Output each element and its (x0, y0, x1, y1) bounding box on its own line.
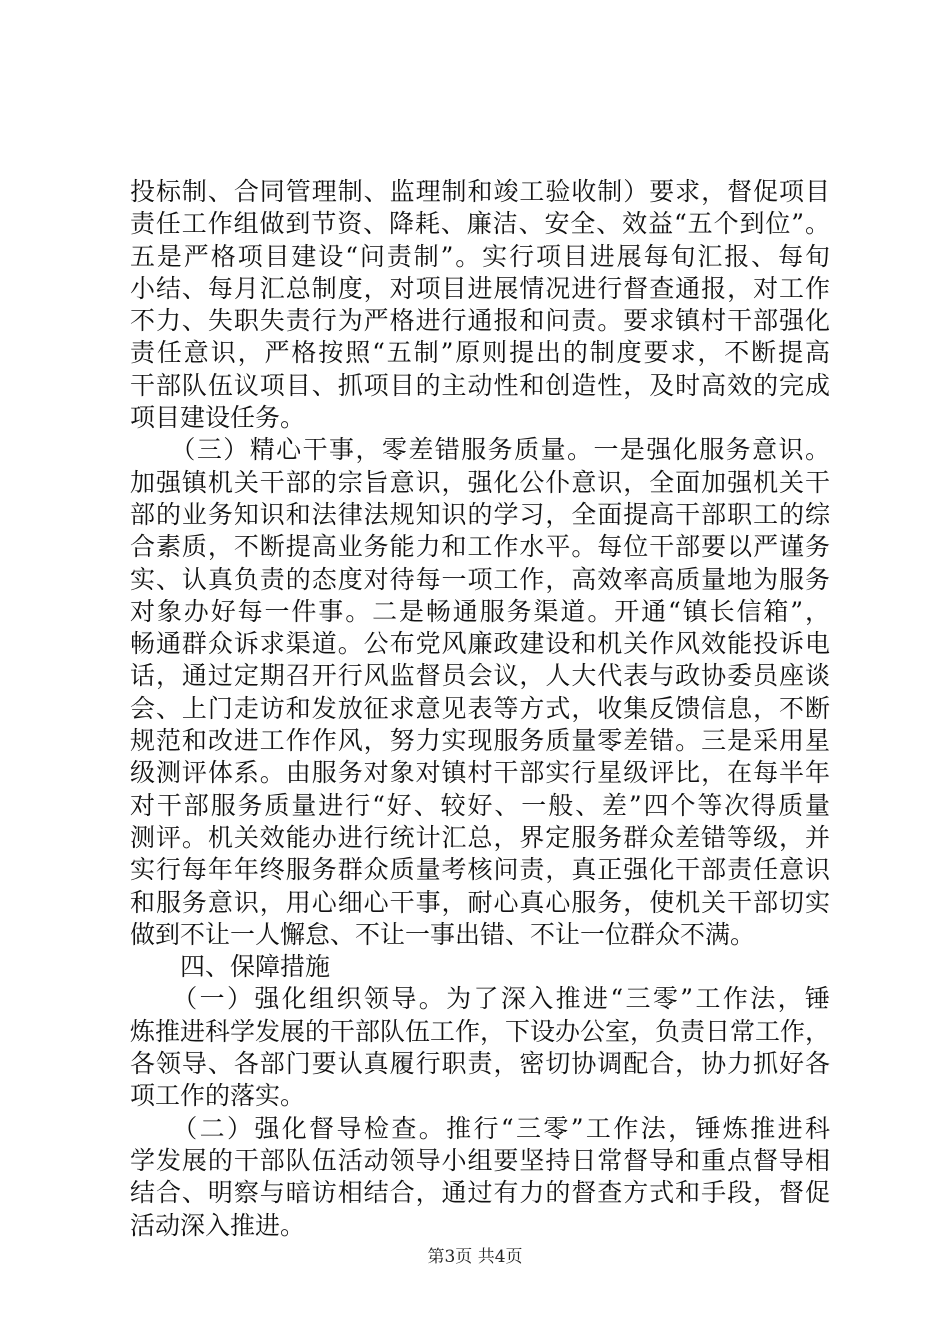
text-line: 炼推进科学发展的干部队伍工作，下设办公室，负责日常工作， (130, 1016, 831, 1046)
text-line: 实、认真负责的态度对待每一项工作，高效率高质量地为服务 (130, 564, 830, 594)
text-line: 活动深入推进。 (130, 1210, 306, 1240)
text-line: 责任意识，严格按照“五制”原则提出的制度要求，不断提高 (130, 338, 830, 368)
text-line: 合素质，不断提高业务能力和工作水平。每位干部要以严谨务 (130, 532, 830, 562)
text-line: 畅通群众诉求渠道。公布党风廉政建设和机关作风效能投诉电 (130, 629, 830, 659)
text-line: 测评。机关效能办进行统计汇总，界定服务群众差错等级，并 (130, 822, 830, 852)
text-line: 学发展的干部队伍活动领导小组要坚持日常督导和重点督导相 (130, 1145, 830, 1175)
text-line: 做到不让一人懈怠、不让一事出错、不让一位群众不满。 (130, 919, 756, 949)
text-line: 投标制、合同管理制、监理制和竣工验收制）要求，督促项目 (130, 177, 830, 206)
text-line: 小结、每月汇总制度，对项目进展情况进行督查通报，对工作 (130, 273, 830, 303)
text-line: 和服务意识，用心细心干事，耐心真心服务，使机关干部切实 (130, 887, 830, 917)
text-line: 加强镇机关干部的宗旨意识，强化公仆意识，全面加强机关干 (130, 467, 830, 497)
text-line: 对象办好每一件事。二是畅通服务渠道。开通“镇长信箱”， (130, 596, 830, 626)
text-line: 会、上门走访和发放征求意见表等方式，收集反馈信息，不断 (130, 693, 830, 723)
text-line: 话，通过定期召开行风监督员会议，人大代表与政协委员座谈 (130, 661, 830, 691)
page-footer: 第3页 共4页 (427, 1247, 523, 1267)
text-line: 规范和改进工作作风，努力实现服务质量零差错。三是采用星 (130, 726, 830, 756)
text-line: （二）强化督导检查。推行“三零”工作法，锤炼推进科 (130, 1113, 830, 1143)
document-body (130, 176, 830, 1242)
text-line: 项目建设任务。 (130, 403, 306, 433)
text-line: 结合、明察与暗访相结合，通过有力的督查方式和手段，督促 (130, 1178, 830, 1208)
text-line: 部的业务知识和法律法规知识的学习，全面提高干部职工的综 (130, 499, 830, 529)
text-line: （三）精心干事，零差错服务质量。一是强化服务意识。 (130, 435, 830, 465)
text-line: 项工作的落实。 (130, 1081, 306, 1111)
text-line: 四、保障措施 (130, 952, 331, 982)
text-line: 不力、失职失责行为严格进行通报和问责。要求镇村干部强化 (130, 306, 830, 336)
text-line: 干部队伍议项目、抓项目的主动性和创造性，及时高效的完成 (130, 370, 830, 400)
text-line: 实行每年年终服务群众质量考核问责，真正强化干部责任意识 (130, 855, 830, 885)
text-line: （一）强化组织领导。为了深入推进“三零”工作法，锤 (130, 984, 830, 1014)
text-line: 级测评体系。由服务对象对镇村干部实行星级评比，在每半年 (130, 758, 830, 788)
text-line: 各领导、各部门要认真履行职责，密切协调配合，协力抓好各 (130, 1049, 830, 1079)
text-line: 对干部服务质量进行“好、较好、一般、差”四个等次得质量 (130, 790, 830, 820)
text-line: 五是严格项目建设“问责制”。实行项目进展每旬汇报、每旬 (130, 241, 830, 271)
text-line: 责任工作组做到节资、降耗、廉洁、安全、效益“五个到位”。 (130, 209, 830, 239)
